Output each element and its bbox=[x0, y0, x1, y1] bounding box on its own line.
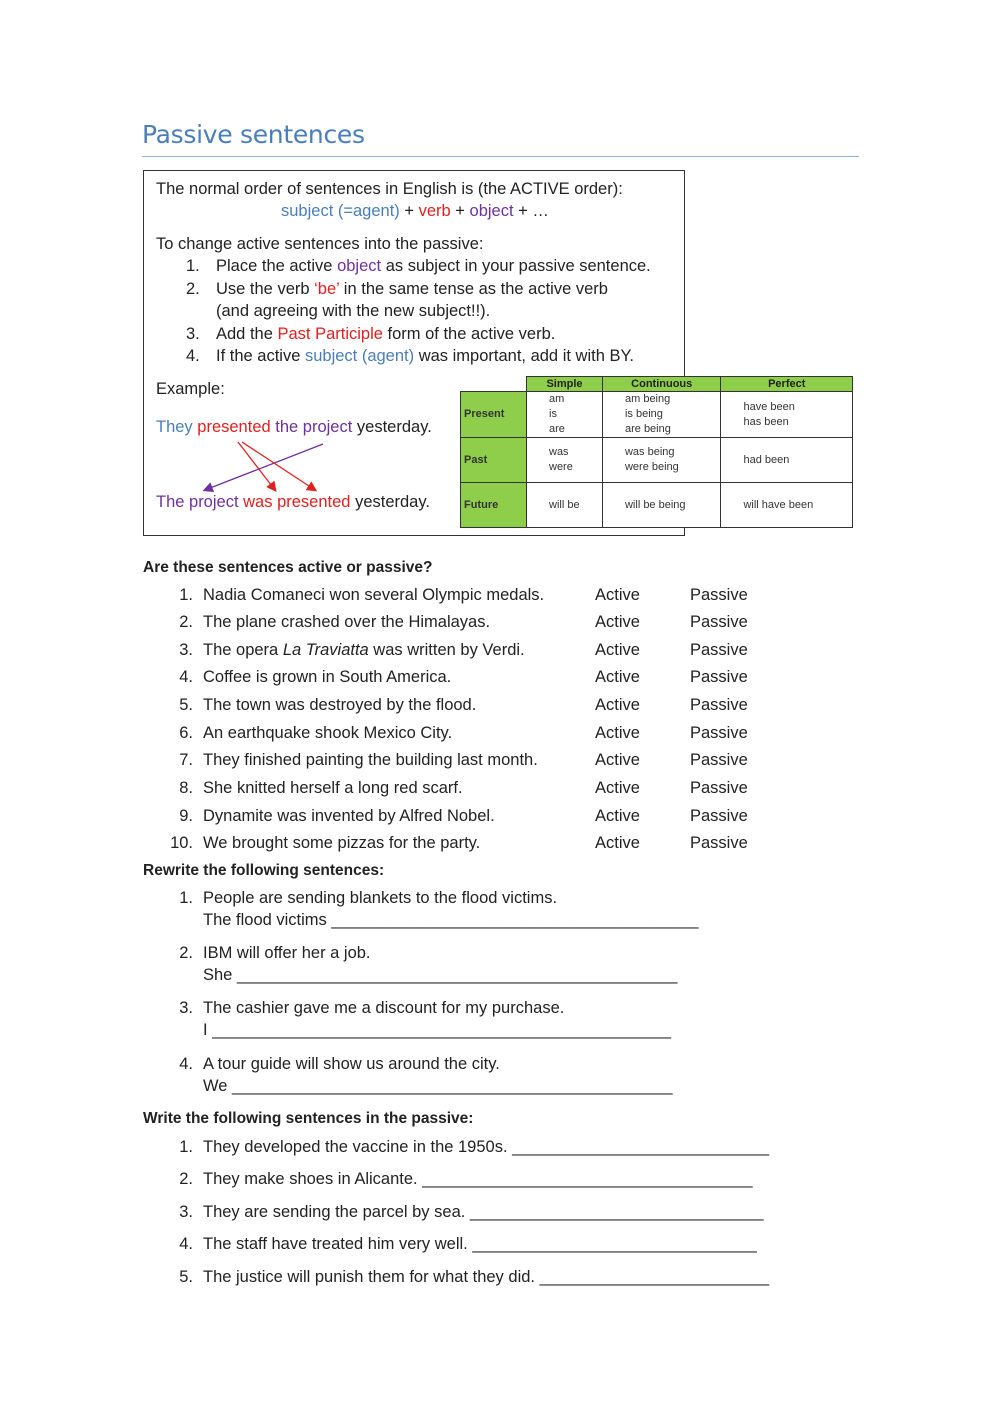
question-number: 10. bbox=[170, 834, 193, 852]
formula-subject: subject (=agent) bbox=[281, 202, 400, 220]
passive-source: The staff have treated him very well. bbox=[203, 1235, 468, 1253]
step-num: 4. bbox=[186, 347, 200, 365]
option-passive[interactable]: Passive bbox=[690, 586, 748, 604]
change-intro: To change active sentences into the passive: bbox=[156, 235, 484, 253]
option-active[interactable]: Active bbox=[595, 751, 640, 769]
step-text: Add the bbox=[216, 325, 278, 343]
header-continuous: Continuous bbox=[602, 377, 720, 392]
passive-source: The justice will punish them for what they did. bbox=[203, 1268, 535, 1286]
row-label-present: Present bbox=[461, 392, 527, 438]
rewrite-item bbox=[163, 997, 672, 1039]
question-text: An earthquake shook Mexico City. bbox=[203, 724, 453, 742]
question-number: 3. bbox=[179, 1203, 193, 1221]
step-highlight: Past Participle bbox=[277, 325, 383, 343]
passive-item-text bbox=[203, 1233, 757, 1255]
step-2-continuation: (and agreeing with the new subject!!). bbox=[216, 302, 491, 320]
rewrite-answer-line bbox=[203, 909, 698, 931]
cell-past-perfect: had been bbox=[721, 438, 853, 483]
question-number: 1. bbox=[179, 586, 193, 604]
section-heading-active-passive: Are these sentences active or passive? bbox=[143, 559, 433, 576]
passive-item bbox=[163, 1168, 753, 1190]
rewrite-item bbox=[163, 942, 678, 984]
question-number: 5. bbox=[179, 696, 193, 714]
rewrite-item bbox=[163, 887, 699, 929]
formula-plus-1: + bbox=[399, 202, 419, 220]
question-text: They finished painting the building last month. bbox=[203, 751, 538, 769]
step-num: 2. bbox=[186, 280, 200, 298]
question-title-italic: La Traviatta bbox=[282, 641, 369, 659]
question-number: 6. bbox=[179, 724, 193, 742]
table-corner bbox=[461, 377, 527, 392]
question-number: 2. bbox=[179, 944, 193, 962]
cell-past-continuous: was being were being bbox=[602, 438, 720, 483]
option-active[interactable]: Active bbox=[595, 807, 640, 825]
passive-item-text bbox=[203, 1168, 753, 1190]
option-passive[interactable]: Passive bbox=[690, 613, 748, 631]
step-3 bbox=[186, 323, 556, 345]
option-active[interactable]: Active bbox=[595, 586, 640, 604]
header-simple: Simple bbox=[527, 377, 603, 392]
option-active[interactable]: Active bbox=[595, 613, 640, 631]
example-subject: The project bbox=[156, 493, 239, 511]
question-number: 4. bbox=[179, 1235, 193, 1253]
answer-blank[interactable]: ________________________________________ bbox=[331, 911, 699, 929]
answer-blank[interactable]: ________________________________________________ bbox=[232, 1077, 673, 1095]
page-title: Passive sentences bbox=[142, 120, 365, 149]
section-heading-passive: Write the following sentences in the passive: bbox=[143, 1110, 474, 1127]
example-tail: yesterday. bbox=[355, 493, 430, 511]
option-passive[interactable]: Passive bbox=[690, 751, 748, 769]
answer-start: We bbox=[203, 1077, 228, 1095]
option-passive[interactable]: Passive bbox=[690, 779, 748, 797]
question-row bbox=[163, 749, 748, 771]
passive-source: They are sending the parcel by sea. bbox=[203, 1203, 466, 1221]
step-text: as subject in your passive sentence. bbox=[381, 257, 651, 275]
question-row bbox=[163, 694, 748, 716]
passive-item-text bbox=[203, 1136, 769, 1158]
verb-arrow bbox=[238, 442, 275, 490]
question-text: The town was destroyed by the flood. bbox=[203, 696, 477, 714]
example-subject: They bbox=[156, 418, 193, 436]
question-number: 8. bbox=[179, 779, 193, 797]
answer-blank[interactable]: _______________________________ bbox=[472, 1235, 757, 1253]
question-row bbox=[163, 777, 748, 799]
example-label: Example: bbox=[156, 380, 225, 398]
passive-example bbox=[156, 491, 430, 513]
answer-start: She bbox=[203, 966, 233, 984]
question-number: 2. bbox=[179, 1170, 193, 1188]
rewrite-source: The cashier gave me a discount for my purchase. bbox=[203, 999, 565, 1017]
passive-item bbox=[163, 1136, 770, 1158]
option-passive[interactable]: Passive bbox=[690, 834, 748, 852]
formula-verb: verb bbox=[418, 202, 451, 220]
rewrite-answer-line bbox=[203, 1075, 673, 1097]
question-text: Nadia Comaneci won several Olympic medals. bbox=[203, 586, 545, 604]
question-row bbox=[163, 832, 748, 854]
passive-item bbox=[163, 1201, 764, 1223]
question-number: 3. bbox=[179, 999, 193, 1017]
title-underline bbox=[142, 156, 859, 157]
verb-arrow bbox=[242, 442, 315, 490]
option-passive[interactable]: Passive bbox=[690, 668, 748, 686]
rules-formula bbox=[281, 200, 549, 222]
answer-start: I bbox=[203, 1021, 208, 1039]
cell-present-perfect: have been has been bbox=[721, 392, 853, 438]
row-label-past: Past bbox=[461, 438, 527, 483]
active-example bbox=[156, 416, 432, 438]
passive-item bbox=[163, 1266, 770, 1288]
rewrite-source: People are sending blankets to the flood victims. bbox=[203, 889, 558, 907]
transformation-arrows bbox=[150, 436, 350, 498]
cell-future-simple: will be bbox=[527, 483, 603, 528]
row-label-future: Future bbox=[461, 483, 527, 528]
question-number: 4. bbox=[179, 668, 193, 686]
example-object: the project bbox=[275, 418, 353, 436]
option-passive[interactable]: Passive bbox=[690, 641, 748, 659]
question-number: 5. bbox=[179, 1268, 193, 1286]
step-text: in the same tense as the active verb bbox=[339, 280, 608, 298]
answer-blank[interactable]: ________________________________________________ bbox=[236, 966, 678, 984]
option-active[interactable]: Active bbox=[595, 641, 640, 659]
cell-future-perfect: will have been bbox=[721, 483, 853, 528]
step-text: form of the active verb. bbox=[382, 325, 556, 343]
rewrite-answer-line bbox=[203, 964, 677, 986]
example-verb: was presented bbox=[243, 493, 351, 511]
question-number: 7. bbox=[179, 751, 193, 769]
step-highlight: ‘be’ bbox=[314, 280, 340, 298]
question-text: We brought some pizzas for the party. bbox=[203, 834, 481, 852]
passive-item bbox=[163, 1233, 757, 1255]
option-active[interactable]: Active bbox=[595, 668, 640, 686]
question-number: 9. bbox=[179, 807, 193, 825]
step-num: 3. bbox=[186, 325, 200, 343]
question-text: Coffee is grown in South America. bbox=[203, 668, 452, 686]
question-row bbox=[163, 611, 748, 633]
example-tail: yesterday. bbox=[356, 418, 432, 436]
header-perfect: Perfect bbox=[721, 377, 853, 392]
question-text: The plane crashed over the Himalayas. bbox=[203, 613, 491, 631]
section-heading-rewrite: Rewrite the following sentences: bbox=[143, 862, 385, 879]
option-active[interactable]: Active bbox=[595, 779, 640, 797]
rewrite-source: IBM will offer her a job. bbox=[203, 944, 371, 962]
cell-past-simple: was were bbox=[527, 438, 603, 483]
cell-present-simple: am is are bbox=[527, 392, 603, 438]
rewrite-item bbox=[163, 1053, 673, 1095]
answer-start: The flood victims bbox=[203, 911, 327, 929]
formula-tail: + … bbox=[513, 202, 549, 220]
step-text: was important, add it with BY. bbox=[414, 347, 634, 365]
question-text: She knitted herself a long red scarf. bbox=[203, 779, 463, 797]
question-number: 2. bbox=[179, 613, 193, 631]
option-passive[interactable]: Passive bbox=[690, 724, 748, 742]
question-text: Dynamite was invented by Alfred Nobel. bbox=[203, 807, 495, 825]
formula-plus-2: + bbox=[450, 202, 470, 220]
question-text-part: was written by Verdi. bbox=[368, 641, 525, 659]
passive-source: They developed the vaccine in the 1950s. bbox=[203, 1138, 508, 1156]
passive-source: They make shoes in Alicante. bbox=[203, 1170, 418, 1188]
step-2 bbox=[186, 278, 608, 300]
option-active[interactable]: Active bbox=[595, 834, 640, 852]
tense-table bbox=[460, 376, 853, 528]
passive-item-text bbox=[203, 1201, 764, 1223]
question-row bbox=[163, 584, 748, 606]
answer-blank[interactable]: ____________________________ bbox=[512, 1138, 770, 1156]
step-highlight: subject (agent) bbox=[304, 347, 415, 365]
example-verb: presented bbox=[197, 418, 271, 436]
answer-blank[interactable]: ________________________________ bbox=[469, 1203, 764, 1221]
question-row bbox=[163, 805, 748, 827]
question-row bbox=[163, 639, 748, 661]
option-active[interactable]: Active bbox=[595, 696, 640, 714]
option-active[interactable]: Active bbox=[595, 724, 640, 742]
question-text bbox=[203, 639, 525, 661]
formula-object: object bbox=[469, 202, 514, 220]
question-number: 3. bbox=[179, 641, 193, 659]
question-text-part: The opera bbox=[203, 641, 283, 659]
answer-blank[interactable]: __________________________________________________ bbox=[212, 1021, 672, 1039]
passive-item-text bbox=[203, 1266, 769, 1288]
question-number: 1. bbox=[179, 889, 193, 907]
option-passive[interactable]: Passive bbox=[690, 807, 748, 825]
cell-future-continuous: will be being bbox=[602, 483, 720, 528]
answer-blank[interactable]: _________________________ bbox=[539, 1268, 770, 1286]
cell-present-continuous: am being is being are being bbox=[602, 392, 720, 438]
step-text: Use the verb bbox=[216, 280, 315, 298]
question-row bbox=[163, 666, 748, 688]
step-text: If the active bbox=[216, 347, 305, 365]
answer-blank[interactable]: ____________________________________ bbox=[422, 1170, 753, 1188]
step-text: Place the active bbox=[216, 257, 338, 275]
step-num: 1. bbox=[186, 257, 200, 275]
step-4 bbox=[186, 345, 634, 367]
rewrite-source: A tour guide will show us around the city. bbox=[203, 1055, 500, 1073]
question-number: 4. bbox=[179, 1055, 193, 1073]
step-1 bbox=[186, 255, 651, 277]
option-passive[interactable]: Passive bbox=[690, 696, 748, 714]
question-row bbox=[163, 722, 748, 744]
step-highlight: object bbox=[337, 257, 382, 275]
rewrite-answer-line bbox=[203, 1019, 671, 1041]
rules-intro: The normal order of sentences in English is (the ACTIVE order): bbox=[156, 180, 623, 198]
question-number: 1. bbox=[179, 1138, 193, 1156]
